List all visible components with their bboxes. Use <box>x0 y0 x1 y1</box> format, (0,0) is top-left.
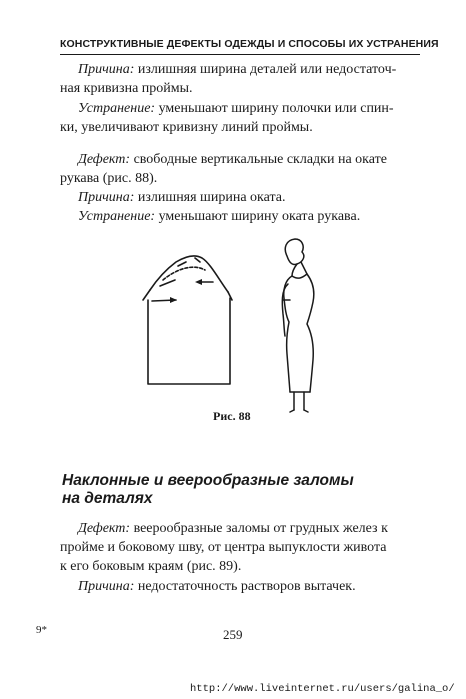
fix-text: уменьшают ширину оката рукава. <box>155 209 361 224</box>
cause-label: Причина: <box>78 190 135 205</box>
section-heading-line2: на деталях <box>62 490 153 507</box>
cause-paragraph-3 <box>60 577 420 596</box>
cause-text-cont: ная кривизна проймы. <box>60 81 193 96</box>
cause-text: излишняя ширина оката. <box>134 190 286 205</box>
defect-text: веерообразные заломы от грудных желез к <box>130 521 388 536</box>
running-head: КОНСТРУКТИВНЫЕ ДЕФЕКТЫ ОДЕЖДЫ И СПОСОБЫ ИХ УСТРАНЕНИЯ <box>60 38 439 50</box>
printer-signature: 9* <box>36 624 47 636</box>
section-heading <box>62 472 422 508</box>
fix-text-cont: ки, увеличивают кривизну линий проймы. <box>60 120 313 135</box>
fix-label: Устранение: <box>78 101 156 116</box>
defect-text: свободные вертикальные складки на окате <box>130 152 387 167</box>
fix-label: Устранение: <box>78 209 156 224</box>
defect-label: Дефект: <box>78 152 131 167</box>
source-url: http://www.liveinternet.ru/users/galina_o/ <box>190 683 455 695</box>
defect-paragraph-3 <box>60 519 425 576</box>
cause-label: Причина: <box>78 579 135 594</box>
page-number: 259 <box>223 627 243 642</box>
figure-caption: Рис. 88 <box>213 409 251 423</box>
cause-text: излишняя ширина деталей или недостаточ- <box>134 62 397 77</box>
cause-text: недостаточность растворов вытачек. <box>134 579 356 594</box>
defect-text-cont: к его боковым краям (рис. 89). <box>60 559 242 574</box>
defect-text-cont: рукава (рис. 88). <box>60 171 158 186</box>
defect-label: Дефект: <box>78 521 131 536</box>
cause-label: Причина: <box>78 62 135 77</box>
fix-text: уменьшают ширину полочки или спин- <box>155 101 394 116</box>
defect-text-cont: пройме и боковому шву, от центра выпуклости живота <box>60 540 387 555</box>
section-heading-line1: Наклонные и веерообразные заломы <box>62 472 354 489</box>
